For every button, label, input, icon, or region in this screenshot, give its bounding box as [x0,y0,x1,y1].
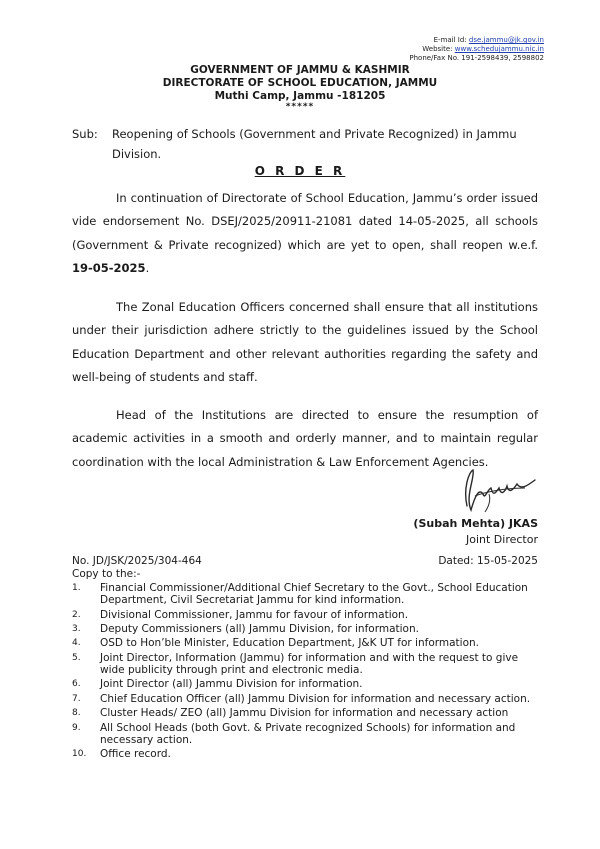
copy-to-item-text: Chief Education Officer (all) Jammu Division for information and necessary action. [100,692,531,705]
paragraph-1-text: In continuation of Directorate of School Education, Jammu’s order issued vide endorsement No. DSEJ/2025/20911-21081 dated 14-05-2025, all schools (Government & Private recognized) which are yet to open, shall reopen w.e.f. [72,191,538,252]
copy-to-item [72,693,540,705]
copy-to-item [72,652,540,676]
letterhead-directorate: DIRECTORATE OF SCHOOL EDUCATION, JAMMU [162,77,438,89]
subject-label: Sub: [72,127,98,141]
paragraph-3: Head of the Institutions are directed to ensure the resumption of academic activities in a smooth and orderly manner, and to maintain regular coordination with the local Administration & Law Enforcement Agencies. [72,408,538,469]
order-title: O R D E R [254,164,346,178]
copy-to-item-number: 8. [72,708,81,719]
copy-to-item-number: 3. [72,623,81,634]
copy-to-item-number: 4. [72,638,81,649]
copy-to-item-number: 9. [72,722,81,733]
subject [72,124,538,164]
copy-to-item-text: Cluster Heads/ ZEO (all) Jammu Division for information and necessary action [100,707,509,720]
website-line [409,45,544,54]
copy-to-item [72,609,540,621]
paragraph-2: The Zonal Education Officers concerned shall ensure that all institutions under their jurisdiction adhere strictly to the guidelines issued by the School Education Department and other relevant authorities regarding the safety and well-being of students and staff. [72,300,538,384]
copy-to-item [72,582,540,606]
copy-to-item [72,637,540,649]
reference-line [72,554,538,568]
copy-to-item [72,623,540,635]
phone-line: Phone/Fax No. 191-2598439, 2598802 [409,54,544,62]
reference-date: Dated: 15-05-2025 [438,555,538,567]
copy-to-item-number: 7. [72,693,81,704]
reference-number: No. JD/JSK/2025/304-464 [72,555,202,567]
copy-to-item-text: Divisional Commissioner, Jammu for favour of information. [100,608,409,621]
letterhead-government: GOVERNMENT OF JAMMU & KASHMIR [190,64,410,76]
copy-to-label: Copy to the:- [72,568,141,580]
paragraph-1-end: . [145,260,150,275]
copy-to-list [72,582,540,763]
copy-to-item-text: All School Heads (both Govt. & Private recognized Schools) for information and necessary action. [100,721,516,746]
copy-to-item [72,707,540,719]
copy-to-item-number: 5. [72,652,81,663]
website-link[interactable]: www.schedujammu.nic.in [454,45,544,53]
copy-to-item-number: 2. [72,609,81,620]
copy-to-item-number: 10. [72,749,87,760]
signatory-name: (Subah Mehta) JKAS [413,517,538,530]
copy-to-item-text: OSD to Hon’ble Minister, Education Department, J&K UT for information. [100,637,479,650]
reopen-date: 19-05-2025 [72,260,146,275]
subject-text: Reopening of Schools (Government and Private Recognized) in Jammu Division. [112,127,517,161]
copy-to-item-number: 6. [72,679,81,690]
email-link[interactable]: dse.jammu@jk.gov.in [468,36,544,44]
signature-image [445,466,545,516]
copy-to-item-text: Financial Commissioner/Additional Chief Secretary to the Govt., School Education Department, Civil Secretariat Jammu for kind information. [100,582,528,607]
website-label: Website: [422,45,453,53]
paragraph-1 [72,187,538,280]
copy-to-item-text: Joint Director, Information (Jammu) for information and with the request to give wide publicity through print and electronic media. [100,651,519,676]
contact-block [409,36,544,63]
signatory-designation: Joint Director [466,533,538,546]
copy-to-item [72,748,540,760]
email-line [409,36,544,45]
letterhead-stars: ***** [285,102,315,112]
email-label: E-mail Id: [433,36,467,44]
letterhead-address: Muthi Camp, Jammu -181205 [214,90,386,102]
copy-to-item-text: Deputy Commissioners (all) Jammu Division, for information. [100,622,419,635]
copy-to-item-number: 1. [72,583,81,593]
copy-to-item [72,678,540,690]
copy-to-item-text: Joint Director (all) Jammu Division for information. [100,678,363,691]
copy-to-item-text: Office record. [100,748,171,761]
copy-to-item [72,722,540,746]
letterhead [0,64,600,111]
signatory [413,516,538,548]
